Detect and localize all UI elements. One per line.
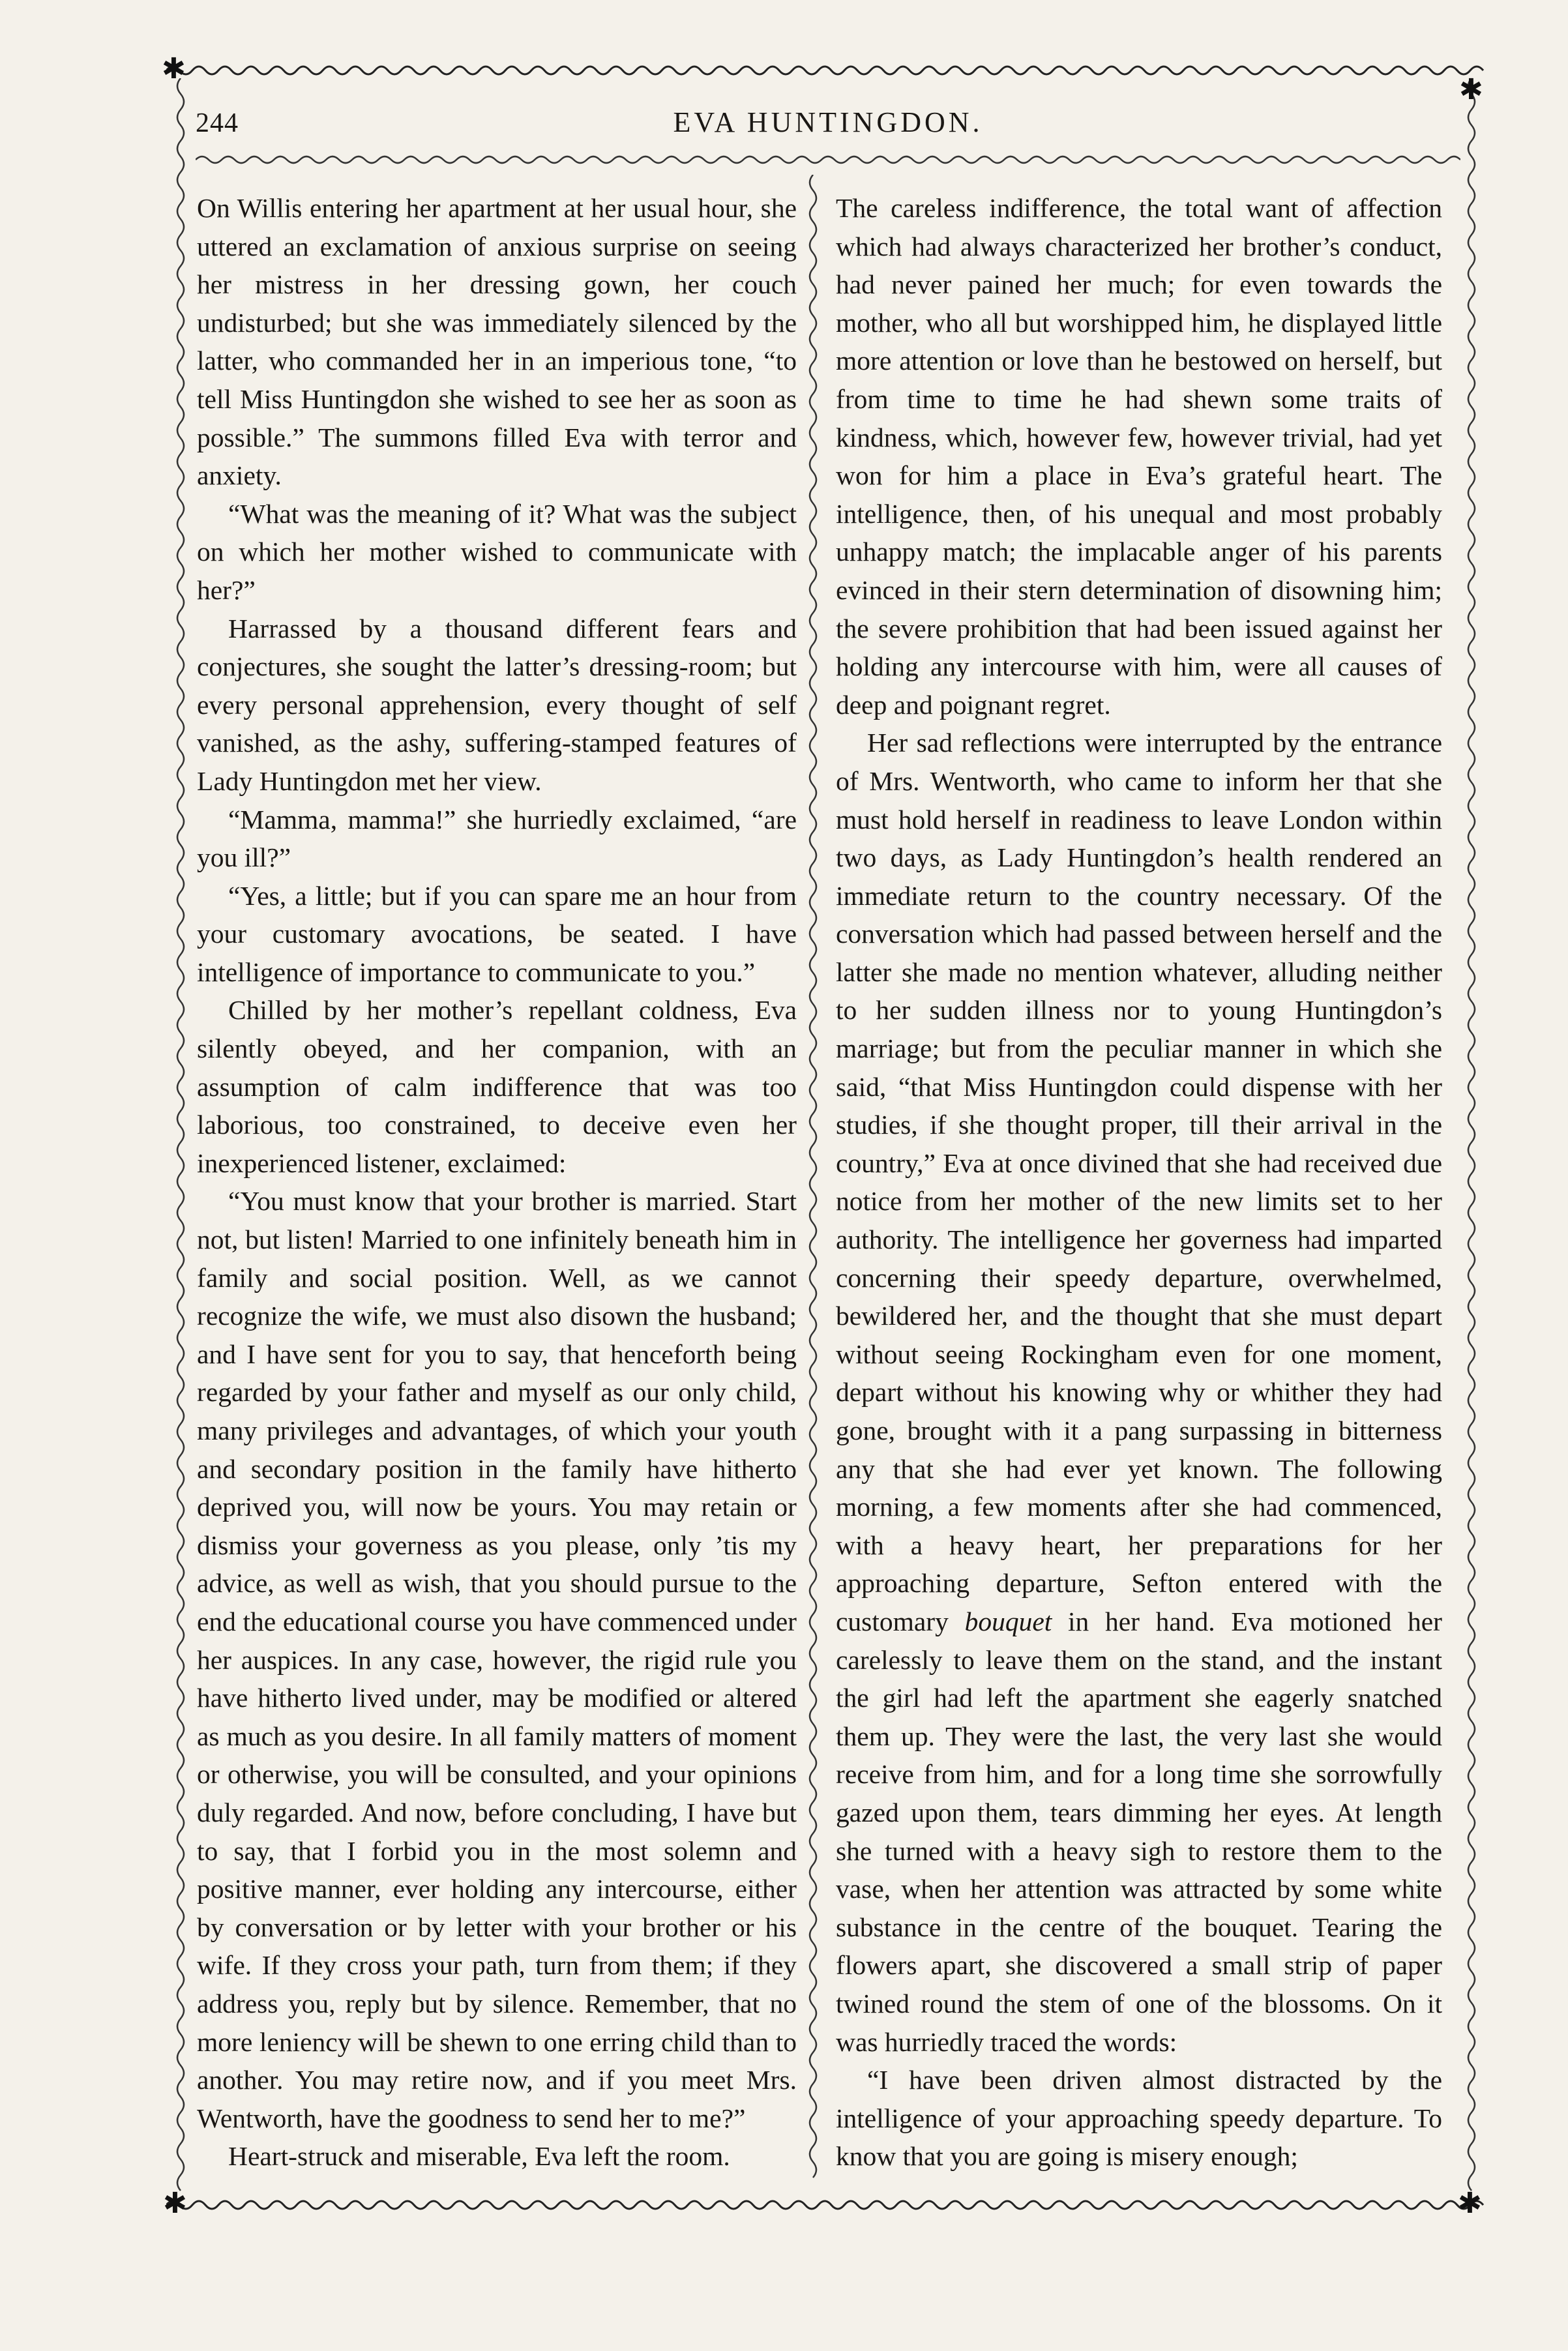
corner-ornament-icon: ✱	[162, 53, 186, 85]
corner-ornament-icon: ✱	[1458, 2187, 1482, 2219]
paragraph: “Mamma, mamma!” she hurriedly exclaimed, “are you ill?”	[197, 804, 797, 873]
paragraph: Chilled by her mother’s repellant coldness, Eva silently obeyed, and her companion, with an assumption of calm indifference that was too laborious, too constrained, to deceive even her inexperienced listener, exclaimed:	[197, 995, 797, 1178]
corner-ornament-icon: ✱	[163, 2187, 187, 2219]
paragraph: The careless indifference, the total want of affection which had always characterized her brother’s conduct, had never pained her much; for even towards the mother, who all but worshipped him, he displayed little more attention or love than he bestowed on herself, but from time to time he had shewn some traits of kindness, which, however few, however trivial, had yet won for him a place in Eva’s grateful heart. The intelligence, then, of his unequal and most probably unhappy match; the implacable anger of his parents evinced in their stern determination of disowning him; the severe prohibition that had been issued against her holding any intercourse with him, were all causes of deep and poignant regret.	[836, 193, 1442, 720]
paragraph: On Willis entering her apartment at her usual hour, she uttered an exclamation of anxious surprise on seeing her mistress in her dressing gown, her couch undisturbed; but she was immediately silenced by the latter, who commanded her in an imperious tone, “to tell Miss Huntingdon she wished to see her as soon as possible.” The summons filled Eva with terror and anxiety.	[197, 193, 797, 491]
column-divider-rule	[803, 175, 823, 2183]
header-underline-rule	[196, 150, 1460, 170]
running-title: EVA HUNTINGDON.	[673, 106, 983, 138]
paragraph: Heart-struck and miserable, Eva left the room.	[228, 2141, 730, 2172]
paragraph-text: Her sad reflections were interrupted by the entrance of Mrs. Wentworth, who came to inform her that she must hold herself in readiness to leave London within two days, as Lady Huntingdon’s health rendered an immediate return to the country necessary. Of the conversation which had passed between herself and the latter she made no mention whatever, alluding neither to her sudden illness nor to young Huntingdon’s marriage; but from the peculiar manner in which she said, “that Miss Huntingdon could dispense with her studies, if she thought proper, till their arrival in the country,” Eva at once divined that she had received due notice from her mother of the new limits set to her authority. The intelligence her governess had imparted concerning their speedy departure, overwhelmed, bewildered her, and the thought that she must depart without seeing Rockingham even for one moment, depart without his knowing why or whither they had gone, brought with it a pang surpassing in bitterness any that she had ever yet known. The following morning, a few moments after she had commenced, with a heavy heart, her preparations for her approaching departure, Sefton entered with the customary	[836, 728, 1442, 1636]
paragraph: “I have been driven almost distracted by the intelligence of your approaching speedy departure. To know that you are going is misery enough;	[836, 2065, 1442, 2172]
bottom-border-rule	[166, 2192, 1490, 2218]
page-number: 244	[196, 108, 239, 138]
paragraph: “Yes, a little; but if you can spare me an hour from your customary avocations, be seated. I have intelligence of importance to communicate to you.”	[197, 880, 797, 987]
top-border-rule	[166, 57, 1490, 83]
right-text-column	[836, 189, 1442, 2184]
paragraph: “You must know that your brother is married. Start not, but listen! Married to one infinitely beneath him in family and social position. Well, as we cannot recognize the wife, we must also disown the husband; and I have sent for you to say, that henceforth being regarded by your father and myself as our only child, many privileges and advantages, of which your youth and secondary position in the family have hitherto deprived you, will now be yours. You may retain or dismiss your governess as you please, only ’tis my advice, as well as wish, that you should pursue to the end the educational course you have commenced under her auspices. In any case, however, the rigid rule you have hitherto lived under, may be modified or altered as much as you desire. In all family matters of moment or otherwise, you will be consulted, and your opinions duly regarded. And now, before concluding, I have but to say, that I forbid you in the most solemn and positive manner, ever holding any intercourse, either by conversation or by letter with your brother or his wife. If they cross your path, turn from them; if they address you, reply but by silence. Remember, that no more leniency will be shewn to one erring child than to another. You may retire now, and if you meet Mrs. Wentworth, have the goodness to send her to me?”	[197, 1186, 797, 2133]
paragraph-text: in her hand. Eva motioned her carelessly to leave them on the stand, and the instant the girl had left the apartment she eagerly snatched them up. They were the last, the very last she would receive from him, and for a long time she sorrowfully gazed upon them, tears dimming her eyes. At length she turned with a heavy sigh to restore them to the vase, when her attention was attracted by some white substance in the centre of the bouquet. Tearing the flowers apart, she discovered a small strip of paper twined round the stem of one of the blossoms. On it was hurriedly traced the words:	[836, 1606, 1442, 2057]
italic-word: bouquet	[964, 1606, 1052, 1636]
left-text-column	[197, 189, 797, 2184]
left-border-rule	[171, 78, 190, 2197]
corner-ornament-icon: ✱	[1459, 74, 1483, 106]
paragraph: “What was the meaning of it? What was the subject on which her mother wished to communicate with her?”	[197, 498, 797, 605]
paragraph	[836, 724, 1442, 2061]
paragraph: Harrassed by a thousand different fears and conjectures, she sought the latter’s dressing-room; but every personal apprehension, every thought of self vanished, as the ashy, suffering-stamped features of Lady Huntingdon met her view.	[197, 613, 797, 796]
right-border-rule	[1462, 78, 1481, 2197]
